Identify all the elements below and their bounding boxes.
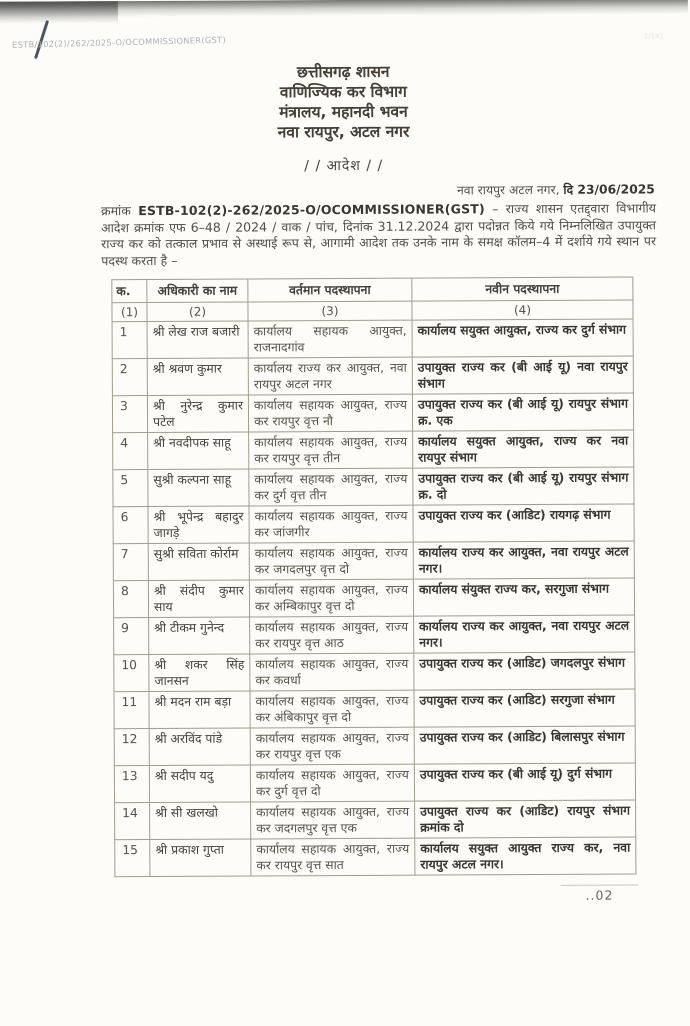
new-posting-cell: कार्यालय राज्य कर आयुक्त, नवा रायपुर अटल नगर। xyxy=(414,615,635,653)
current-posting-cell: कार्यालय सहायक आयुक्त, राज्य कर रायपुर वृत्त सात xyxy=(251,838,415,876)
subheader-4: (4) xyxy=(412,300,633,320)
serial-cell: 5 xyxy=(113,470,148,507)
current-posting-cell: कार्यालय सहायक आयुक्त, राज्य कर दुर्ग वृत्त तीन xyxy=(249,468,413,506)
page-number-mark: ..02 xyxy=(585,887,614,903)
header-serial: क. xyxy=(112,280,147,303)
new-posting-cell: उपायुक्त राज्य कर (बी आई यू) नवा रायपुर संभाग xyxy=(412,356,633,394)
new-posting-cell: कार्यालय सयुक्त आयुक्त राज्य कर, नवा रायपुर अटल नगर। xyxy=(415,837,636,875)
new-posting-cell: कार्यालय सयुक्त आयुक्त, राज्य कर नवा रायपुर संभाग xyxy=(413,430,634,468)
table-row xyxy=(115,837,636,877)
current-posting-cell: कार्यालय सहायक आयुक्त, राज्य कर जदगलपुर वृत्त एक xyxy=(251,801,415,839)
faint-corner-note: 1/141 xyxy=(643,32,665,41)
new-posting-cell: उपायुक्त राज्य कर (बी आई यू) दुर्ग संभाग xyxy=(414,763,635,801)
serial-cell: 13 xyxy=(114,766,149,803)
table-body xyxy=(112,319,636,877)
place-and-date xyxy=(457,180,655,198)
table-row xyxy=(114,763,635,803)
current-posting-cell: कार्यालय सहायक आयुक्त, राज्य कर जगदलपुर वृत्त दो xyxy=(249,542,413,580)
officer-name-cell: श्री सदीप यदु xyxy=(149,765,250,803)
date-text: दि 23/06/2025 xyxy=(563,182,655,197)
scan-corner-artifact xyxy=(0,1,118,24)
current-posting-cell: कार्यालय सहायक आयुक्त, राज्य कर रायपुर वृत्त नौ xyxy=(248,394,412,432)
letterhead-city: नवा रायपुर, अटल नगर xyxy=(277,122,410,142)
file-reference-number: ESTB/102(2)/262/2025-O/OCOMMISSIONER(GST) xyxy=(11,34,227,50)
current-posting-cell: कार्यालय सहायक आयुक्त, राज्य कर अंबिकापुर वृत्त दो xyxy=(250,690,414,728)
order-title: / / आदेश / / xyxy=(304,157,384,175)
table-row xyxy=(114,615,635,655)
officer-name-cell: सुश्री सविता कोर्राम xyxy=(148,543,249,581)
current-posting-cell: कार्यालय सहायक आयुक्त, राज्य कर अम्बिकापुर वृत्त दो xyxy=(249,579,413,617)
current-posting-cell: कार्यालय सहायक आयुक्त, राज्य कर कवर्धा xyxy=(250,653,414,691)
new-posting-cell: उपायुक्त राज्य कर (आडिट) बिलासपुर संभाग xyxy=(414,726,635,764)
new-posting-cell: उपायुक्त राज्य कर (बी आई यू) रायपुर संभाग क्र. दो xyxy=(413,467,634,505)
letterhead-department: वाणिज्यिक कर विभाग xyxy=(279,82,407,102)
serial-cell: 3 xyxy=(112,396,147,433)
officer-name-cell: श्री नुरेन्द्र कुमार पटेल xyxy=(147,395,248,433)
table-row xyxy=(113,578,634,618)
new-posting-cell: उपायुक्त राज्य कर (आडिट) रायगढ़ संभाग xyxy=(413,504,634,542)
intro-prefix: क्रमांक xyxy=(100,203,139,219)
new-posting-cell: उपायुक्त राज्य कर (आडिट) जगदलपुर संभाग xyxy=(414,652,635,690)
serial-cell: 15 xyxy=(115,840,150,877)
serial-cell: 14 xyxy=(115,803,150,840)
table-row xyxy=(112,356,633,396)
table-row xyxy=(114,726,635,766)
serial-cell: 2 xyxy=(112,359,147,396)
header-new-posting: नवीन पदस्थापना xyxy=(412,277,633,301)
current-posting-cell: कार्यालय सहायक आयुक्त, राज्य कर जांजगीर xyxy=(249,505,413,543)
new-posting-cell: कार्यालय संयुक्त राज्य कर, सरगुजा संभाग xyxy=(413,578,634,616)
current-posting-cell: कार्यालय सहायक आयुक्त, राजनादगांव xyxy=(248,320,412,358)
table-row xyxy=(114,652,635,692)
serial-cell: 11 xyxy=(114,692,149,729)
order-intro-paragraph xyxy=(101,200,656,269)
subheader-2: (2) xyxy=(147,302,248,322)
header-officer-name: अधिकारी का नाम xyxy=(147,279,248,303)
place-text: नवा रायपुर अटल नगर, xyxy=(456,182,564,198)
subheader-1: (1) xyxy=(112,303,147,322)
new-posting-cell: कार्यालय राज्य कर आयुक्त, नवा रायपुर अटल नगर। xyxy=(413,541,634,579)
officer-name-cell: श्री अरविंद पांडे xyxy=(149,728,250,766)
header-current-posting: वर्तमान पदस्थापना xyxy=(248,278,412,302)
officer-name-cell: श्री लेख राज बजारी xyxy=(147,321,248,359)
serial-cell: 12 xyxy=(114,729,149,766)
order-reference-number: ESTB-102(2)-262/2025-O/OCOMMISSIONER(GST) xyxy=(138,201,485,219)
table-row xyxy=(112,393,633,433)
new-posting-cell: उपायुक्त राज्य कर (आडिट) सरगुजा संभाग xyxy=(414,689,635,727)
table-row xyxy=(113,430,634,470)
table-header-row xyxy=(112,277,633,303)
serial-cell: 4 xyxy=(113,433,148,470)
table-row xyxy=(112,319,633,359)
table-row xyxy=(113,504,634,544)
table-row xyxy=(113,467,634,507)
current-posting-cell: कार्यालय सहायक आयुक्त, राज्य कर रायपुर वृत्त एक xyxy=(250,727,414,765)
officer-name-cell: श्री सी खलखो xyxy=(150,802,251,840)
officer-name-cell: श्री श्रवण कुमार xyxy=(147,358,248,396)
current-posting-cell: कार्यालय सहायक आयुक्त, राज्य कर रायपुर वृत्त तीन xyxy=(249,431,413,469)
new-posting-cell: कार्यालय सयुक्त आयुक्त, राज्य कर दुर्ग संभाग xyxy=(412,319,633,357)
subheader-3: (3) xyxy=(248,301,412,321)
serial-cell: 9 xyxy=(114,618,149,655)
footer-line-artifact xyxy=(560,884,638,885)
intro-body: – राज्य शासन एतद्द्वारा विभागीय आदेश क्रमांक एफ 6–48 / 2024 / वाक / पांच, दिनांक 31.12.2024 द्वारा पदोन्नत किये गये निम्नलिखित उपायुक्त राज्य कर को तत्काल प्रभाव से अस्थाई रूप से, आगामी आदेश तक उनके नाम के समक्ष कॉलम–4 में दर्शाये गये स्थान पर पदस्थ करता है – xyxy=(101,200,657,269)
officer-name-cell: श्री प्रकाश गुप्ता xyxy=(150,839,251,877)
serial-cell: 1 xyxy=(112,322,147,359)
new-posting-cell: उपायुक्त राज्य कर (आडिट) रायपुर संभाग क्रमांक दो xyxy=(415,800,636,838)
letterhead-government: छत्तीसगढ़ शासन xyxy=(296,62,390,82)
officer-name-cell: श्री शकर सिंह जानसन xyxy=(149,654,250,692)
transfer-posting-table xyxy=(111,276,636,877)
serial-cell: 6 xyxy=(113,507,148,544)
officer-name-cell: श्री मदन राम बड़ा xyxy=(149,691,250,729)
serial-cell: 8 xyxy=(113,581,148,618)
current-posting-cell: कार्यालय सहायक आयुक्त, राज्य कर दुर्ग वृत्त दो xyxy=(250,764,414,802)
officer-name-cell: श्री संदीप कुमार साय xyxy=(148,580,249,618)
new-posting-cell: उपायुक्त राज्य कर (बी आई यू) रायपुर संभाग क्र. एक xyxy=(412,393,633,431)
current-posting-cell: कार्यालय सहायक आयुक्त, राज्य कर रायपुर वृत्त आठ xyxy=(250,616,414,654)
serial-cell: 7 xyxy=(113,544,148,581)
scan-edge-artifact xyxy=(0,0,688,18)
officer-name-cell: सुश्री कल्पना साहू xyxy=(148,469,249,507)
table-header xyxy=(112,277,633,322)
officer-name-cell: श्री नवदीपक साहू xyxy=(148,432,249,470)
officer-name-cell: श्री टीकम गुनेन्द xyxy=(149,617,250,655)
officer-name-cell: श्री भूपेन्द्र बहादुर जागड़े xyxy=(148,506,249,544)
table-row xyxy=(114,689,635,729)
letterhead-ministry: मंत्रालय, महानदी भवन xyxy=(279,102,408,122)
table-row xyxy=(113,541,634,581)
table-row xyxy=(115,800,636,840)
letterhead xyxy=(0,60,689,144)
serial-cell: 10 xyxy=(114,655,149,692)
current-posting-cell: कार्यालय राज्य कर आयुक्त, नवा रायपुर अटल नगर xyxy=(248,357,412,395)
